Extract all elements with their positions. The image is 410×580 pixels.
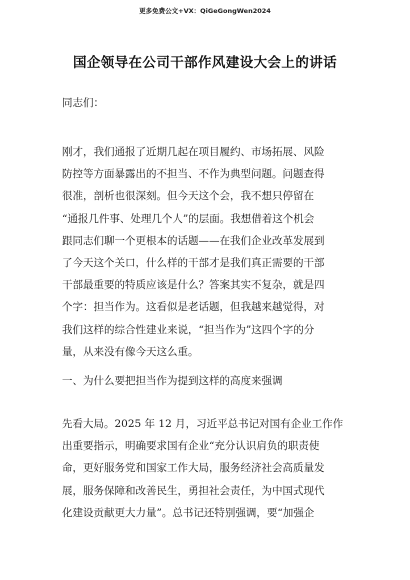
- paragraph-line: 防控等方面暴露出的不担当、不作为典型问题。问题查得: [62, 168, 325, 181]
- paragraph-2: [62, 413, 354, 524]
- paragraph-line: 干部最重要的特质应该是什么？答案其实不复杂，就是四: [62, 279, 325, 292]
- paragraph-1: [62, 141, 354, 363]
- paragraph-line: 先看大局。2025 年 12 月，习近平总书记对国有企业工作作: [62, 418, 344, 430]
- document-title: 国企领导在公司干部作风建设大会上的讲话: [72, 55, 338, 71]
- section-heading-1: 一、为什么要把担当作为提到这样的高度来强调: [62, 375, 283, 387]
- paragraph-line: “通报几件事、处理几个人”的层面。我想借着这个机会: [62, 212, 315, 225]
- paragraph-line: 量，从来没有像今天这么重。: [62, 345, 199, 358]
- paragraph-line: 跟同志们聊一个更根本的话题——在我们企业改革发展到: [62, 234, 325, 247]
- header-note: 更多免费公文+VX：QiGeGongWen2024: [139, 7, 271, 15]
- salutation: 同志们：: [62, 97, 104, 109]
- paragraph-line: 命，更好服务党和国家工作大局，服务经济社会高质量发: [62, 462, 325, 475]
- paragraph-line: 个字：担当作为。这看似是老话题，但我越来越觉得，对: [62, 301, 325, 314]
- paragraph-line: 了今天这个关口，什么样的干部才是我们真正需要的干部: [62, 257, 325, 270]
- paragraph-line: 化建设贡献更大力量”。总书记还特别强调，要“加强企: [62, 506, 315, 519]
- paragraph-line: 刚才，我们通报了近期几起在项目履约、市场拓展、风险: [62, 146, 325, 158]
- paragraph-line: 很准，剖析也很深刻。但今天这个会，我不想只停留在: [62, 190, 314, 203]
- paragraph-line: 展，服务保障和改善民生，勇担社会责任，为中国式现代: [62, 484, 325, 497]
- paragraph-line: 我们这样的综合性建业来说，“担当作为”这四个字的分: [62, 323, 315, 336]
- paragraph-line: 出重要指示，明确要求国有企业“充分认识肩负的职责使: [62, 440, 320, 453]
